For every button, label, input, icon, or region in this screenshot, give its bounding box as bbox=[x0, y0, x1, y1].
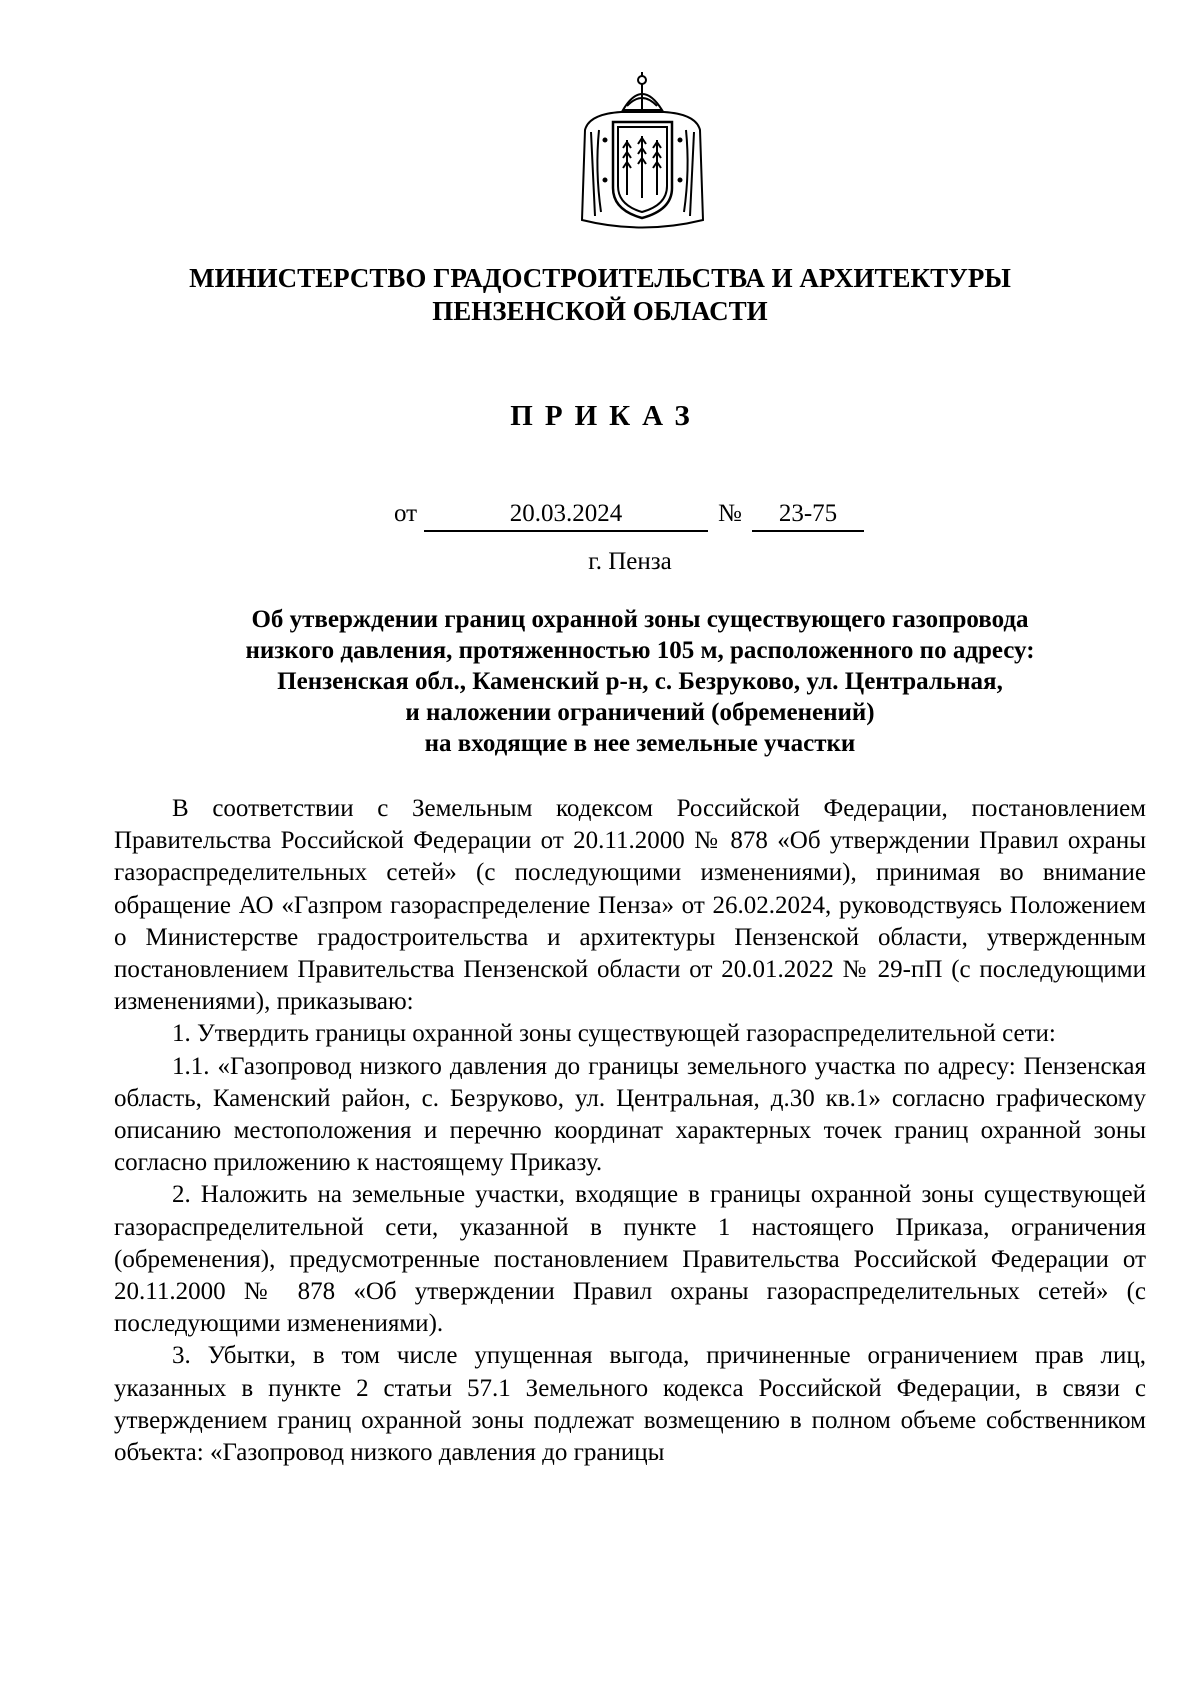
subject-line-1: Об утверждении границ охранной зоны существующего газопровода bbox=[251, 606, 1029, 633]
preamble-paragraph: В соответствии с Земельным кодексом Российской Федерации, постановлением Правительства Российской Федерации от 20.11.2000 № 878 «Об утверждении Правил охраны газораспределительных сетей» (с последующими изменениями), принимая во внимание обращение АО «Газпром газораспределение Пенза» от 26.02.2024, руководствуясь Положением о Министерстве градостроительства и архитектуры Пензенской области, утвержденным постановлением Правительства Пензенской области от 20.01.2022 № 29-пП (с последующими изменениями), приказываю: bbox=[114, 795, 1146, 1016]
item-3-paragraph: 3. Убытки, в том числе упущенная выгода, причиненные ограничением прав лиц, указанных в пункте 2 статьи 57.1 Земельного кодекса Российской Федерации, в связи с утверждением границ охранной зоны подлежат возмещению в полном объеме собственником объекта: «Газопровод низкого давления до границы bbox=[114, 1342, 1146, 1467]
subject-line-3: Пензенская обл., Каменский р-н, с. Безруково, ул. Центральная, bbox=[277, 668, 1003, 695]
ministry-line-1: МИНИСТЕРСТВО ГРАДОСТРОИТЕЛЬСТВА И АРХИТЕКТУРЫ bbox=[189, 263, 1011, 293]
order-number: 23-75 bbox=[752, 500, 864, 532]
number-sign: № bbox=[718, 500, 742, 527]
document-type-title: ПРИКАЗ bbox=[510, 400, 702, 432]
order-subject bbox=[100, 604, 1180, 759]
item-2-paragraph: 2. Наложить на земельные участки, входящие в границы охранной зоны существующей газораспределительной сети, указанной в пункте 1 настоящего Приказа, ограничения (обременения), предусмотренные постановлением Правительства Российской Федерации от 20.11.2000 № 878 «Об утверждении Правил охраны газораспределительных сетей» (с последующими изменениями). bbox=[114, 1181, 1146, 1338]
coat-of-arms-icon bbox=[565, 70, 720, 230]
order-date: 20.03.2024 bbox=[424, 500, 708, 532]
subject-line-4: и наложении ограничений (обременений) bbox=[405, 699, 875, 726]
item-1-1-paragraph: 1.1. «Газопровод низкого давления до границы земельного участка по адресу: Пензенская область, Каменский район, с. Безруково, ул. Центральная, д.30 кв.1» согласно графическому описанию местоположения и перечню координат характерных точек границ охранной зоны согласно приложению к настоящему Приказу. bbox=[114, 1052, 1146, 1177]
order-date-number-row bbox=[0, 500, 1200, 536]
date-prefix: от bbox=[394, 500, 418, 527]
subject-line-2: низкого давления, протяженностью 105 м, расположенного по адресу: bbox=[245, 637, 1035, 664]
subject-line-5: на входящие в нее земельные участки bbox=[424, 730, 856, 757]
ministry-name bbox=[0, 262, 1200, 328]
ministry-line-2: ПЕНЗЕНСКОЙ ОБЛАСТИ bbox=[432, 296, 768, 326]
city: г. Пенза bbox=[588, 548, 672, 575]
order-body bbox=[114, 793, 1146, 1469]
item-1-paragraph: 1. Утвердить границы охранной зоны существующей газораспределительной сети: bbox=[172, 1020, 1056, 1048]
